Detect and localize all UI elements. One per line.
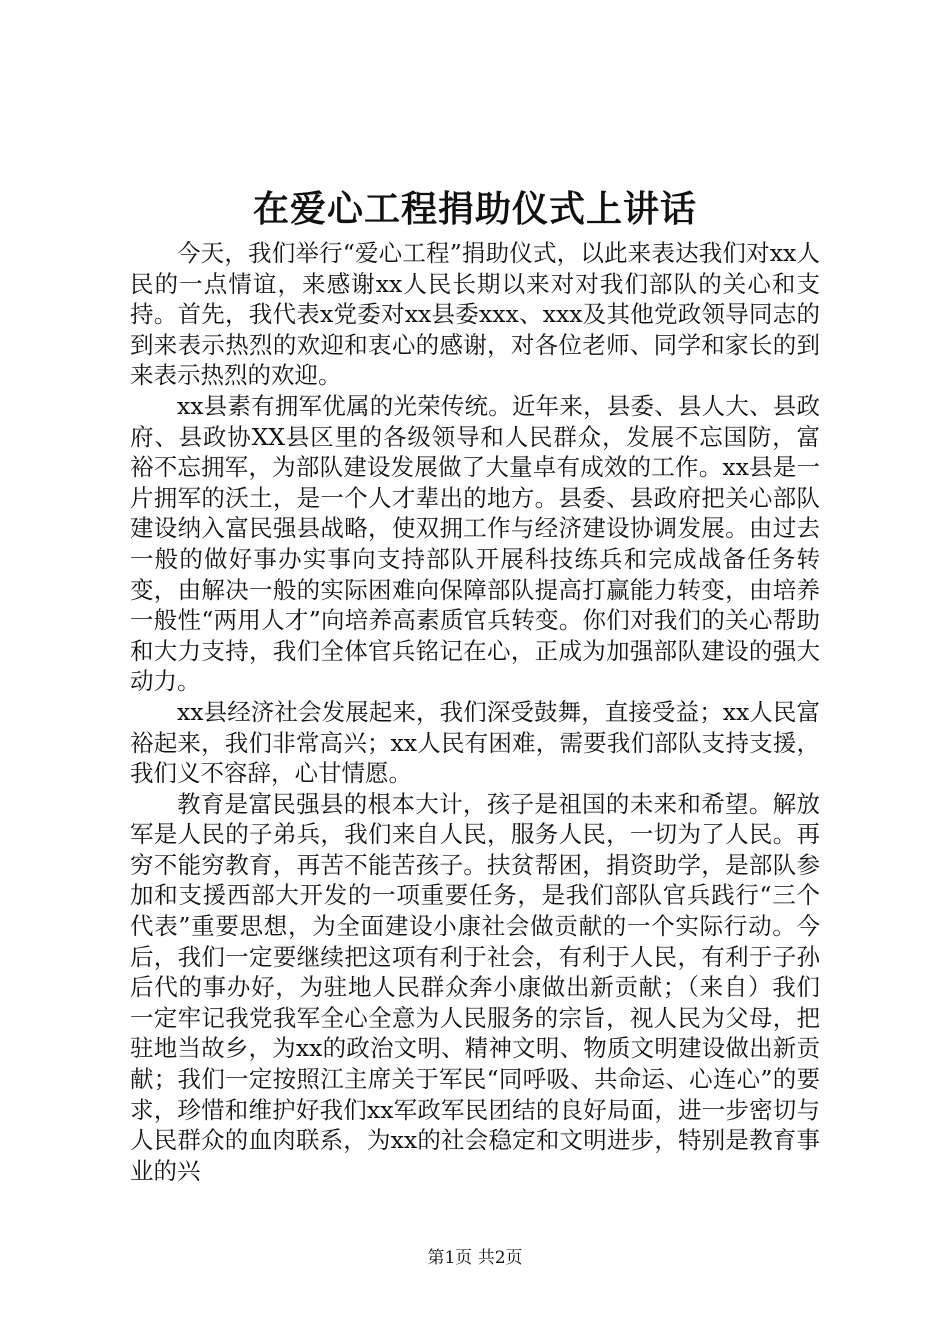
- document-title: 在爱心工程捐助仪式上讲话: [252, 188, 697, 230]
- page-number-footer: 第1页 共2页: [427, 1248, 523, 1268]
- paragraph-3: xx县经济社会发展起来，我们深受鼓舞，直接受益；xx人民富裕起来，我们非常高兴；xx人民有困难，需要我们部队支持支援，我们义不容辞，心甘情愿。: [130, 697, 820, 788]
- paragraph-4: 教育是富民强县的根本大计，孩子是祖国的未来和希望。解放军是人民的子弟兵，我们来自人民，服务人民，一切为了人民。再穷不能穷教育，再苦不能苦孩子。扶贫帮困，捐资助学，是部队参加和支援西部大开发的一项重要任务，是我们部队官兵践行“三个代表”重要思想，为全面建设小康社会做贡献的一个实际行动。今后，我们一定要继续把这项有利于社会，有利于人民，有利于子孙后代的事办好，为驻地人民群众奔小康做出新贡献；（来自）我们一定牢记我党我军全心全意为人民服务的宗旨，视人民为父母，把驻地当故乡，为xx的政治文明、精神文明、物质文明建设做出新贡献；我们一定按照江主席关于军民“同呼吸、共命运、心连心”的要求，珍惜和维护好我们xx军政军民团结的良好局面，进一步密切与人民群众的血肉联系，为xx的社会稳定和文明进步，特别是教育事业的兴: [130, 789, 820, 1185]
- document-body: [130, 238, 820, 1186]
- paragraph-2: xx县素有拥军优属的光荣传统。近年来，县委、县人大、县政府、县政协XX县区里的各级领导和人民群众，发展不忘国防，富裕不忘拥军，为部队建设发展做了大量卓有成效的工作。xx县是一片拥军的沃土，是一个人才辈出的地方。县委、县政府把关心部队建设纳入富民强县战略，使双拥工作与经济建设协调发展。由过去一般的做好事办实事向支持部队开展科技练兵和完成战备任务转变，由解决一般的实际困难向保障部队提高打赢能力转变，由培养一般性“两用人才”向培养高素质官兵转变。你们对我们的关心帮助和大力支持，我们全体官兵铭记在心，正成为加强部队建设的强大动力。: [130, 391, 820, 696]
- paragraph-1: 今天，我们举行“爱心工程”捐助仪式，以此来表达我们对xx人民的一点情谊，来感谢xx人民长期以来对对我们部队的关心和支持。首先，我代表x党委对xx县委xxx、xxx及其他党政领导同志的到来表示热烈的欢迎和衷心的感谢，对各位老师、同学和家长的到来表示热烈的欢迎。: [130, 239, 820, 390]
